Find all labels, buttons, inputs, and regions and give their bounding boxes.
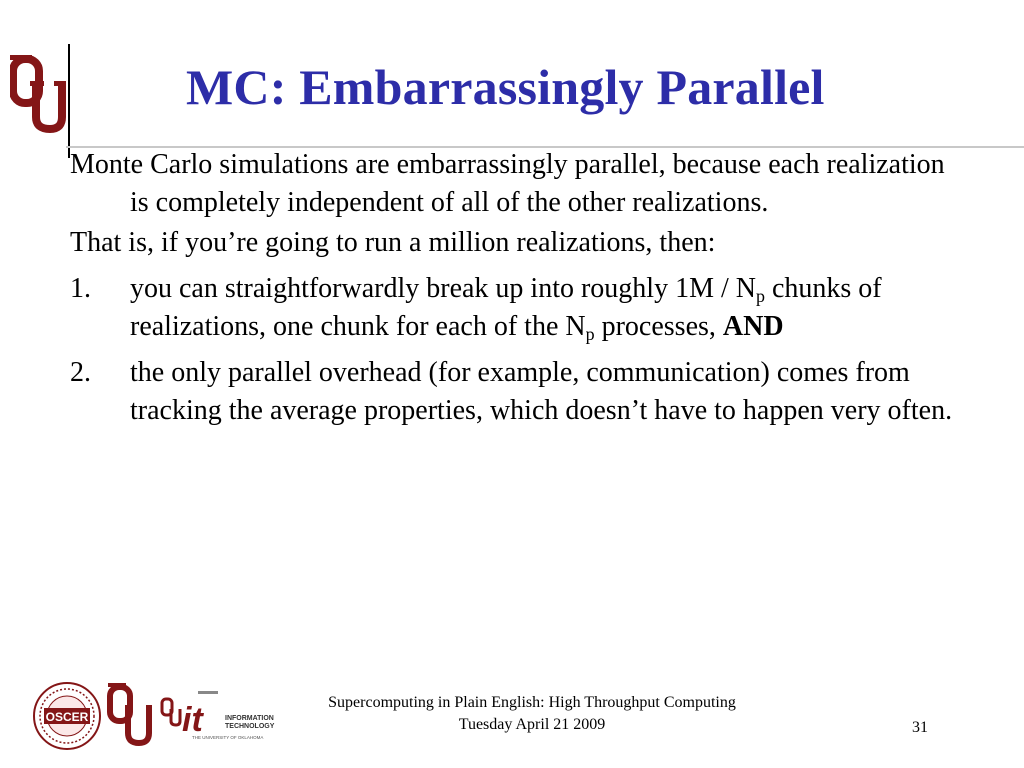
it-logo-sub-2: TECHNOLOGY — [225, 723, 275, 730]
item2-text: the only parallel overhead (for example, communication) comes from tracking the average properties, which doesn’t have to happen very often. — [130, 357, 953, 426]
item1-bold-and: AND — [722, 311, 784, 342]
intro-paragraph: Monte Carlo simulations are embarrassingly parallel, because each realization is completely independent of all of the other realizations. — [70, 149, 945, 218]
ou-footer-logo-icon — [108, 683, 149, 743]
it-logo-text: it — [182, 701, 203, 739]
item1-subscript-1: p — [755, 286, 765, 306]
item1-text-part1: you can straightforwardly break up into roughly 1M / N — [130, 273, 756, 304]
page-number: 31 — [912, 719, 928, 736]
slide-title: MC: Embarrassingly Parallel — [186, 59, 825, 115]
slide-body — [70, 146, 970, 430]
ou-logo-icon — [10, 55, 66, 135]
header-vertical-rule — [68, 44, 70, 158]
list-item — [70, 354, 970, 430]
oscer-seal-text: OSCER — [45, 710, 89, 724]
item1-text-part3: processes, — [594, 311, 723, 342]
list-item-number: 2. — [70, 357, 91, 388]
item1-text-part2: chunks of realizations, one chunk for each of the N — [130, 273, 882, 342]
oscer-seal-icon — [34, 683, 100, 749]
footer-logos — [22, 681, 286, 751]
it-logo-sub-1: INFORMATION — [225, 715, 274, 722]
it-logo-sub-3: THE UNIVERSITY OF OKLAHOMA — [192, 735, 264, 740]
list-item-number: 1. — [70, 273, 91, 304]
lead-paragraph: That is, if you’re going to run a million realizations, then: — [70, 227, 716, 258]
item1-subscript-2: p — [585, 324, 595, 344]
footer-text — [258, 692, 806, 736]
footer-line-2: Tuesday April 21 2009 — [458, 716, 606, 733]
footer-line-1: Supercomputing in Plain English: High Throughput Computing — [328, 694, 736, 711]
list-item — [70, 270, 970, 346]
